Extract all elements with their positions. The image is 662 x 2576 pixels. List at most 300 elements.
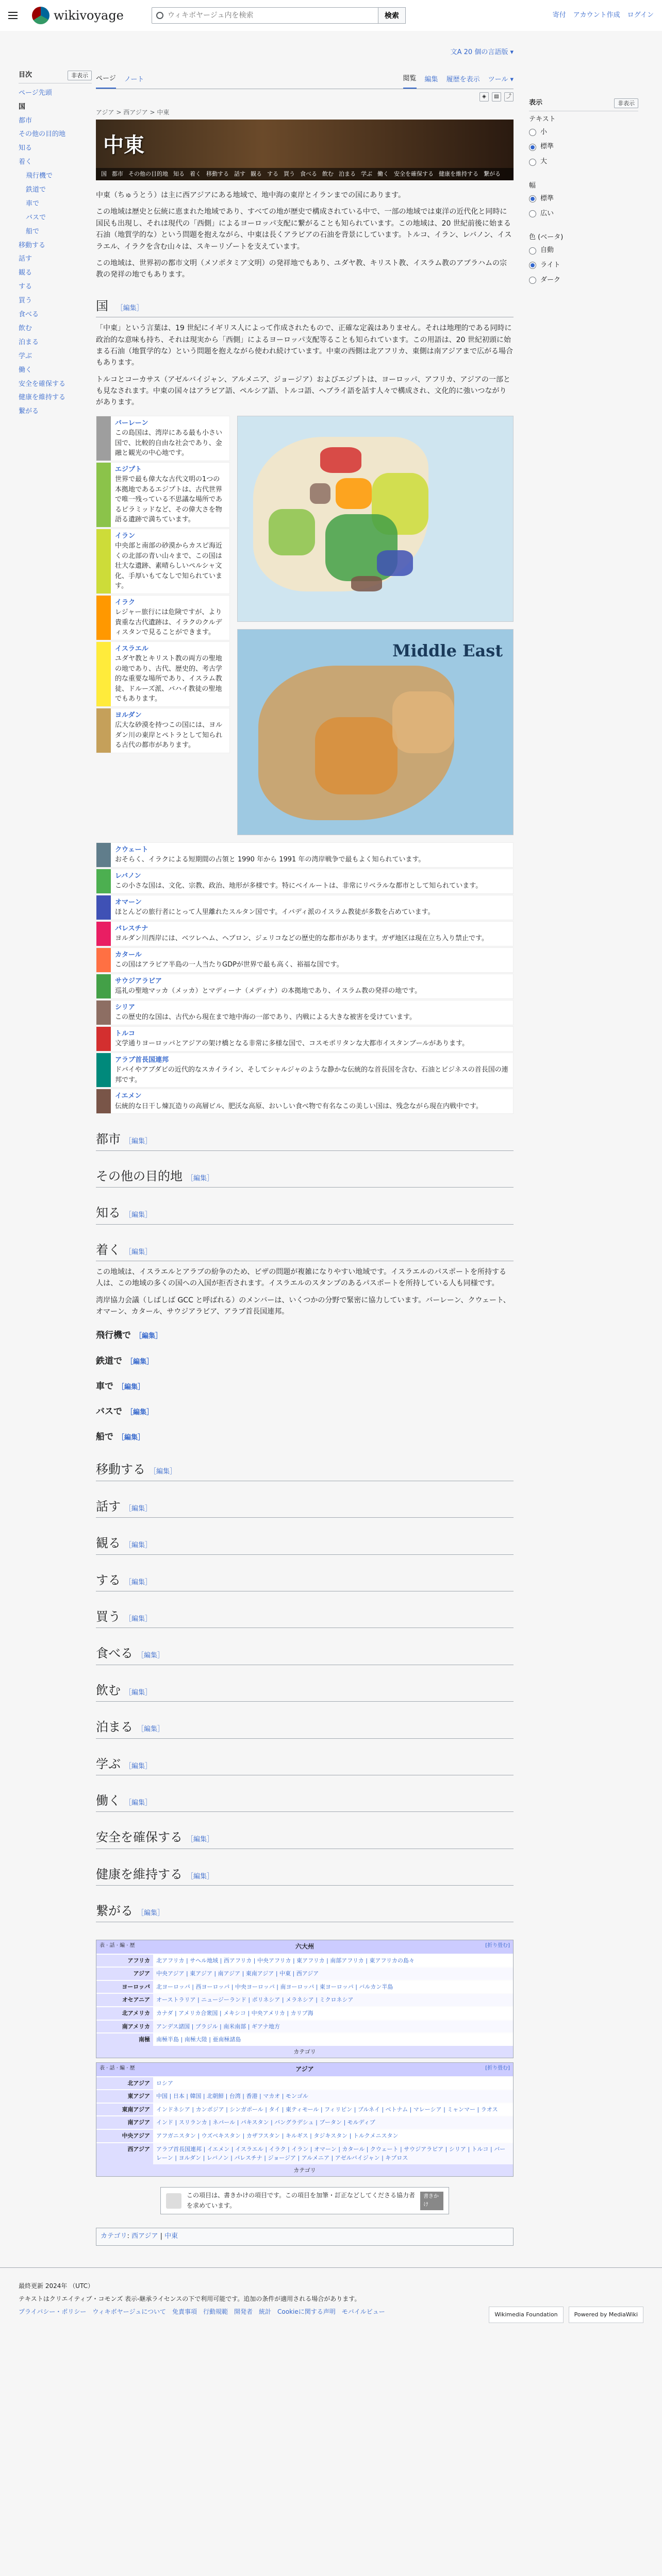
- subsection-title: バスで: [96, 1406, 122, 1417]
- section-heading: [96, 1533, 514, 1554]
- banner-menu-item[interactable]: 都市: [112, 171, 123, 178]
- region-description: 中央部と南部の砂漠からカスピ海近くの北部の青い山々まで、この国は壮大な遺跡、素晴らしいペルシャ文化、手厚いもてなしで知られています。: [115, 542, 223, 590]
- donate-link[interactable]: 寄付: [552, 11, 566, 19]
- region-body: [111, 596, 229, 640]
- navbox-footer[interactable]: カテゴリ: [96, 2046, 513, 2058]
- navbox-row: [96, 1980, 513, 1993]
- navbox-asia: [96, 2062, 514, 2177]
- banner-menu-item[interactable]: する: [267, 171, 278, 178]
- edit-link[interactable]: ［編集］: [125, 1248, 152, 1256]
- navbox-row: [96, 2103, 513, 2116]
- radio-option[interactable]: [529, 273, 638, 288]
- main-menu-icon[interactable]: [8, 8, 23, 23]
- edit-link[interactable]: ［編集］: [126, 1409, 154, 1417]
- region-name-link[interactable]: イエメン: [115, 1092, 142, 1100]
- section-title: 学ぶ: [96, 1756, 121, 1771]
- region-description: おそらく、イラクによる短期間の占領と 1990 年から 1991 年の湾岸戦争で最もよく知られています。: [115, 856, 425, 864]
- section-heading: [96, 1865, 514, 1886]
- edit-link[interactable]: ［編集］: [125, 1688, 152, 1697]
- navbox-row: [96, 2129, 513, 2142]
- navbox-group[interactable]: 東南アジア: [96, 2104, 153, 2116]
- section-title: する: [96, 1572, 121, 1587]
- radio-option[interactable]: [529, 192, 638, 207]
- subsection-title: 鉄道で: [96, 1355, 122, 1366]
- radio-label: 大: [540, 158, 548, 166]
- edit-link[interactable]: ［編集］: [150, 1468, 177, 1476]
- region-item: [96, 869, 514, 894]
- navbox-title: アジア: [295, 2065, 314, 2073]
- navbox-links[interactable]: オーストラリア | ニュージーランド | ポリネシア | メラネシア | ミクロネシア: [153, 1994, 513, 2006]
- subsection-heading: [96, 1430, 514, 1444]
- print-icon[interactable]: ▤: [492, 92, 501, 101]
- banner-menu-item[interactable]: 国: [101, 171, 107, 178]
- toc-item[interactable]: ページ先頭: [19, 89, 52, 97]
- banner-menu-item[interactable]: 観る: [251, 171, 262, 178]
- color-title: 色 (ベータ): [529, 233, 564, 242]
- countries-paragraph-1: 「中東」という言葉は、19 世紀にイギリス人によって作成されたもので、正確な定義はありません。それは地理的である同時に政治的な意味も持ち、それは現実から「西側」によるヨーロッパ支配等ることも知られています。この用語は、20 世紀初頭に始まる石油（地質学的な）という問題を抱えながら使われ続けています。中東の西側は北アフリカ、東側は南アジアまで広がる場合もあります。: [96, 324, 514, 367]
- region-name-link[interactable]: カタール: [115, 951, 142, 959]
- region-description: 伝統的な日干し煉瓦造りの高層ビル、肥沃な高原、おいしい食べ物で有名なこの美しい国は、残念ながら現在内戦中です。: [115, 1102, 483, 1110]
- section-title: 働く: [96, 1793, 121, 1808]
- search-button[interactable]: 検索: [378, 7, 406, 24]
- banner-menu-item[interactable]: その他の目的地: [128, 171, 168, 178]
- region-item: [96, 1000, 514, 1025]
- edit-link[interactable]: ［編集］: [118, 1434, 145, 1442]
- radio-button[interactable]: [529, 129, 536, 136]
- footer-link[interactable]: Cookieに関する声明: [277, 2308, 336, 2315]
- navbox-row: [96, 2142, 513, 2164]
- toc-item[interactable]: 話す: [19, 255, 32, 263]
- banner-menu-item[interactable]: 学ぶ: [361, 171, 372, 178]
- banner-menu-item[interactable]: 買う: [284, 171, 295, 178]
- navbox-links[interactable]: インド | スリランカ | ネパール | パキスタン | バングラデシュ | ブータン | モルディブ: [153, 2116, 513, 2129]
- toc-item[interactable]: 車で: [26, 199, 40, 208]
- radio-button[interactable]: [529, 159, 536, 166]
- edit-link[interactable]: ［編集］: [125, 1762, 152, 1770]
- region-body: [111, 869, 513, 893]
- tab-talk[interactable]: ノート: [124, 76, 144, 83]
- footer-link[interactable]: 開発者: [234, 2308, 253, 2315]
- navbox-group[interactable]: 南極: [96, 2033, 153, 2046]
- banner-menu-item[interactable]: 着く: [190, 171, 201, 178]
- toc-item[interactable]: 都市: [19, 116, 32, 125]
- region-description: この歴史的な国は、古代から現在まで地中海の一部であり、内戦による大きな被害を受けています。: [115, 1013, 416, 1022]
- region-name-link[interactable]: トルコ: [115, 1029, 136, 1038]
- region-color-swatch: [96, 529, 111, 594]
- navbox-row: [96, 1993, 513, 2006]
- subsection-title: 飛行機で: [96, 1330, 131, 1341]
- region-color-swatch: [96, 416, 111, 461]
- navbox-group[interactable]: 東アジア: [96, 2090, 153, 2103]
- region-name-link[interactable]: イラク: [115, 598, 136, 606]
- banner-menu-item[interactable]: 食べる: [300, 171, 317, 178]
- stub-text: この項目は、書きかけの項目です。この項目を加筆・訂正などしてくださる協力者を求めています。: [187, 2192, 416, 2209]
- region-body: [111, 974, 513, 998]
- navbox-group[interactable]: 西アジア: [96, 2143, 153, 2164]
- banner-menu-item[interactable]: 健康を維持する: [439, 171, 478, 178]
- region-name-link[interactable]: ヨルダン: [115, 711, 142, 719]
- navbox-links[interactable]: カナダ | アメリカ合衆国 | メキシコ | 中央アメリカ | カリブ海: [153, 2007, 513, 2020]
- navbox-row: [96, 1954, 513, 1967]
- navbox-toggle[interactable]: [折り畳む]: [485, 2065, 510, 2072]
- tab-history[interactable]: 履歴を表示: [446, 76, 480, 83]
- navbox-vte[interactable]: 表 · 話 · 編 · 歴: [100, 2065, 135, 2072]
- toc-item[interactable]: バスで: [26, 213, 46, 222]
- color-options: [529, 232, 638, 287]
- region-description: ほとんどの旅行者にとって人里離れたスルタン国です。イバディ派のイスラム教徒が多数を占めています。: [115, 908, 435, 917]
- site-logo[interactable]: [32, 6, 124, 25]
- edit-link[interactable]: ［編集］: [116, 304, 143, 312]
- section-heading: [96, 1827, 514, 1849]
- region-description: 巡礼の聖地マッカ（メッカ）とマディーナ（メディナ）の本拠地であり、イスラム教の発祥の地です。: [115, 987, 422, 995]
- navbox-row: [96, 2076, 513, 2090]
- edit-link[interactable]: ［編集］: [187, 1174, 214, 1182]
- stub-icon: [166, 2193, 181, 2209]
- navbox-row: [96, 2089, 513, 2103]
- section-title: 移動する: [96, 1462, 145, 1477]
- region-item: [96, 842, 514, 868]
- region-name-link[interactable]: バーレーン: [115, 419, 148, 427]
- region-description: この国はアラビア半島の一人当たりGDPが世界で最も高く、裕福な国です。: [115, 961, 343, 969]
- language-icon: 文A: [450, 48, 464, 56]
- region-description: ヨルダン川西岸には、ベツレヘム、ヘブロン、ジェリコなどの歴史的な都市があります。ガザ地区は現在立ち入り禁止です。: [115, 935, 488, 943]
- region-description: 世界で最も偉大な古代文明の1つの本拠地であるエジプトは、古代世界で唯一残っている不思議な場所であるピラミッドなど、その偉大さを物語る遺跡で満ちています。: [115, 476, 223, 524]
- edit-link[interactable]: ［編集］: [125, 1541, 152, 1550]
- section-heading: [96, 1791, 514, 1812]
- navbox-group[interactable]: アフリカ: [96, 1955, 153, 1967]
- edit-link[interactable]: ［編集］: [137, 1725, 164, 1734]
- navbox-links[interactable]: 南極半島 | 南極大陸 | 亜南極諸島: [153, 2033, 513, 2046]
- intro-paragraph-1: 中東（ちゅうとう）は主に西アジアにある地域で、地中海の東岸とイランまでの国にあります。: [96, 191, 406, 199]
- edit-link[interactable]: ［編集］: [137, 1909, 164, 1918]
- logo-text: wikivoyage: [54, 8, 124, 23]
- section-heading: [96, 1240, 514, 1261]
- toc-item[interactable]: 飛行機で: [26, 172, 53, 180]
- region-name-link[interactable]: サウジアラビア: [115, 977, 162, 985]
- region-name-link[interactable]: アラブ首長国連邦: [115, 1056, 169, 1064]
- toc-item[interactable]: 繋がる: [19, 408, 39, 416]
- toc-item[interactable]: 安全を確保する: [19, 380, 66, 388]
- region-body: [111, 529, 229, 594]
- toc-item[interactable]: その他の目的地: [19, 130, 66, 139]
- section-title: 繋がる: [96, 1904, 133, 1919]
- wikimedia-badge[interactable]: Wikimedia Foundation: [489, 2307, 563, 2323]
- edit-link[interactable]: ［編集］: [125, 1211, 152, 1219]
- maps-column: [237, 416, 514, 835]
- banner-menu-item[interactable]: 泊まる: [339, 171, 356, 178]
- main-content: [96, 31, 514, 2255]
- middle-east-overview-map[interactable]: [237, 629, 514, 835]
- appearance-title: 表示: [529, 99, 543, 107]
- radio-option[interactable]: [529, 207, 638, 222]
- navbox-group[interactable]: 北アジア: [96, 2077, 153, 2090]
- search-box[interactable]: [152, 7, 378, 24]
- region-body: [111, 1089, 513, 1113]
- region-map[interactable]: [237, 416, 514, 622]
- navbox-group[interactable]: アジア: [96, 1968, 153, 1980]
- region-color-swatch: [96, 642, 111, 706]
- region-body: [111, 1053, 513, 1088]
- toc-title: 目次: [19, 71, 32, 79]
- toc-item[interactable]: 学ぶ: [19, 352, 32, 360]
- region-color-swatch: [96, 948, 111, 972]
- search-input[interactable]: [168, 11, 374, 20]
- subsection-heading: [96, 1405, 514, 1419]
- categories-label[interactable]: カテゴリ: [101, 2232, 127, 2240]
- section-title: その他の目的地: [96, 1168, 183, 1183]
- page-footer: [0, 2267, 662, 2344]
- section-heading: [96, 1681, 514, 1702]
- navbox-links[interactable]: 中央アジア | 東アジア | 南アジア | 東南アジア | 中東 | 西アジア: [153, 1968, 513, 1980]
- section-title: 安全を確保する: [96, 1830, 183, 1845]
- mediawiki-badge[interactable]: Powered by MediaWiki: [569, 2307, 643, 2323]
- region-name-link[interactable]: クウェート: [115, 845, 148, 854]
- region-name-link[interactable]: パレスチナ: [115, 924, 148, 933]
- navbox-continents: [96, 1940, 514, 2058]
- section-title: 泊まる: [96, 1720, 133, 1735]
- radio-option[interactable]: [529, 243, 638, 258]
- section-heading: [96, 1754, 514, 1775]
- subsection-title: 船で: [96, 1432, 113, 1443]
- section-title: 都市: [96, 1132, 121, 1147]
- region-item: [96, 708, 230, 753]
- subsection-title: 車で: [96, 1381, 113, 1392]
- navbox-links[interactable]: 北ヨーロッパ | 西ヨーロッパ | 中央ヨーロッパ | 南ヨーロッパ | 東ヨーロッパ | バルカン半島: [153, 1981, 513, 1993]
- region-item: [96, 1026, 514, 1052]
- edit-link[interactable]: ［編集］: [125, 1138, 152, 1146]
- toc-item[interactable]: 泊まる: [19, 338, 39, 346]
- navbox-group[interactable]: 南アジア: [96, 2116, 153, 2129]
- category-link[interactable]: 中東: [164, 2232, 178, 2240]
- radio-option[interactable]: [529, 125, 638, 140]
- radio-label: 自動: [540, 246, 554, 255]
- create-account-link[interactable]: アカウント作成: [573, 11, 620, 19]
- appearance-hide-button[interactable]: 非表示: [614, 98, 638, 109]
- edit-link[interactable]: ［編集］: [125, 1504, 152, 1513]
- radio-button[interactable]: [529, 277, 536, 284]
- toc-item[interactable]: 船で: [26, 227, 40, 235]
- edit-link[interactable]: ［編集］: [126, 1358, 154, 1366]
- banner-menu-item[interactable]: 安全を確保する: [394, 171, 434, 178]
- region-body: [111, 642, 229, 706]
- radio-label: 標準: [540, 143, 554, 151]
- region-item: [96, 974, 514, 999]
- section-heading: [96, 1717, 514, 1738]
- toc-item[interactable]: 国: [19, 103, 26, 111]
- tab-tools[interactable]: ツール ▾: [488, 76, 514, 83]
- section-title: 食べる: [96, 1646, 133, 1661]
- footer-license: テキストはクリエイティブ・コモンズ 表示-継承ライセンスの下で利用可能です。追加の条件が適用される場合があります。: [19, 2295, 361, 2302]
- toc-item[interactable]: する: [19, 283, 32, 291]
- login-link[interactable]: ログイン: [627, 11, 654, 19]
- stub-badge: 書きかけ: [420, 2192, 443, 2210]
- navbox-footer[interactable]: カテゴリ: [96, 2164, 513, 2177]
- toc-item[interactable]: 健康を維持する: [19, 394, 66, 402]
- subsection-heading: [96, 1380, 514, 1394]
- map-icon[interactable]: ◈: [479, 92, 489, 101]
- navbox-links[interactable]: アンデス諸国 | ブラジル | 南米南部 | ギアナ地方: [153, 2021, 513, 2033]
- region-item: [96, 1053, 514, 1088]
- banner-menu-item[interactable]: 話す: [234, 171, 245, 178]
- toc-item[interactable]: 知る: [19, 144, 32, 152]
- countries-paragraph-2: トルコとコーカサス（アゼルバイジャン、アルメニア、ジョージア）およびエジプトは、ヨーロッパ、アフリカ、アジアの一部とも見なされます。中東の国々はアラビア語、ペルシア語、トルコ語、ヘブライ語を話す人々で構成され、文化的に強いつながりがあります。: [96, 375, 510, 407]
- region-item: [96, 921, 514, 946]
- intro-paragraph-3: この地域は、世界初の都市文明（メソポタミア文明）の発祥地でもあり、ユダヤ教、キリスト教、イスラム教のアブラハムの宗教の発祥の地でもあります。: [96, 259, 507, 279]
- tab-read[interactable]: 閲覧: [403, 74, 417, 89]
- banner-menu-item[interactable]: 働く: [377, 171, 389, 178]
- navbox-group[interactable]: 南アメリカ: [96, 2021, 153, 2033]
- region-color-swatch: [96, 974, 111, 998]
- toc-header: [19, 70, 92, 83]
- region-color-swatch: [96, 596, 111, 640]
- radio-button[interactable]: [529, 195, 536, 202]
- region-body: [111, 843, 513, 867]
- region-name-link[interactable]: イラン: [115, 532, 136, 540]
- region-name-link[interactable]: イスラエル: [115, 645, 148, 653]
- region-item: [96, 529, 230, 594]
- region-item: [96, 462, 230, 528]
- subsection-heading: [96, 1329, 514, 1343]
- category-link[interactable]: 西アジア: [131, 2232, 158, 2240]
- navbox-vte[interactable]: 表 · 話 · 編 · 歴: [100, 1943, 135, 1949]
- region-description: 広大な砂漠を持つこの国には、ヨルダン川の東岸とペトラとして知られる古代の都市があります。: [115, 721, 223, 750]
- navbox-links[interactable]: 北アフリカ | サヘル地域 | 西アフリカ | 中央アフリカ | 東アフリカ | 南部アフリカ | 東アフリカの島々: [153, 1955, 513, 1967]
- search-icon: [156, 12, 163, 19]
- edit-link[interactable]: ［編集］: [125, 1799, 152, 1807]
- get-in-paragraph-1: この地域は、イスラエルとアラブの紛争のため、ビザの問題が複雑になりやすい地域です。イスラエルのパスポートを所持する人は、この地域の多くの国への入国が拒否されます。イスラエルのスタンプのあるパスポートを所持している人も同様です。: [96, 1267, 507, 1288]
- region-description: ユダヤ教とキリスト教の両方の聖地の地であり、古代、歴史的、考古学的な重要な場所であり、イスラム教徒、ドルーズ派、バハイ教徒の聖地でもあります。: [115, 655, 223, 703]
- footer-link[interactable]: ウィキボヤージュについて: [92, 2308, 166, 2315]
- region-item: [96, 416, 230, 461]
- edit-link[interactable]: ［編集］: [118, 1383, 145, 1391]
- tab-page[interactable]: ページ: [96, 74, 116, 89]
- radio-button[interactable]: [529, 144, 536, 151]
- navbox-links[interactable]: アラブ首長国連邦 | イエメン | イスラエル | イラク | イラン | オマーン | カタール | クウェート | サウジアラビア | シリア | トルコ | バーレーン | ヨルダン | レバノン | パレスチナ | ジョージア | アルメニア | アゼルバイジャン | キプロス: [153, 2143, 513, 2164]
- radio-button[interactable]: [529, 247, 536, 255]
- toc-item[interactable]: 買う: [19, 297, 32, 305]
- banner-menu-item[interactable]: 飲む: [322, 171, 334, 178]
- navbox-group[interactable]: オセアニア: [96, 1994, 153, 2006]
- region-body: [111, 922, 513, 946]
- section-heading: [96, 1460, 514, 1481]
- language-button[interactable]: [96, 47, 514, 69]
- banner-menu-item[interactable]: 移動する: [206, 171, 229, 178]
- region-name-link[interactable]: シリア: [115, 1003, 136, 1011]
- navbox-group[interactable]: 北アメリカ: [96, 2007, 153, 2020]
- section-heading: [96, 1643, 514, 1665]
- region-item: [96, 895, 514, 920]
- radio-option[interactable]: [529, 155, 638, 170]
- page-title: 中東: [103, 132, 144, 157]
- edit-link[interactable]: ［編集］: [137, 1652, 164, 1660]
- toc-list: [19, 87, 92, 419]
- region-color-swatch: [96, 1089, 111, 1113]
- site-header: [0, 0, 662, 31]
- navbox-group[interactable]: 中央アジア: [96, 2130, 153, 2142]
- toc-item[interactable]: 移動する: [19, 241, 46, 249]
- region-name-link[interactable]: オマーン: [115, 898, 142, 906]
- edit-link[interactable]: ［編集］: [187, 1872, 214, 1880]
- toc-item[interactable]: 飲む: [19, 324, 32, 332]
- region-list-continued: [96, 842, 514, 1114]
- toc-hide-button[interactable]: 非表示: [68, 71, 92, 81]
- region-description: レジャー旅行には危険ですが、より貴重な古代遺跡は、イラクのクルディスタンで見ることができます。: [115, 608, 222, 637]
- radio-option[interactable]: [529, 258, 638, 273]
- toc-item[interactable]: 観る: [19, 269, 32, 277]
- edit-link[interactable]: ［編集］: [125, 1578, 152, 1586]
- page-banner: [96, 120, 514, 180]
- banner-menu-item[interactable]: 知る: [173, 171, 185, 178]
- section-title: 観る: [96, 1536, 121, 1551]
- navbox-row: [96, 2115, 513, 2129]
- footer-link[interactable]: モバイルビュー: [341, 2308, 385, 2315]
- region-name-link[interactable]: エジプト: [115, 465, 142, 473]
- breadcrumb: アジア > 西アジア > 中東: [96, 108, 170, 116]
- region-color-swatch: [96, 869, 111, 893]
- radio-button[interactable]: [529, 262, 536, 269]
- region-name-link[interactable]: レバノン: [115, 872, 141, 880]
- navbox-toggle[interactable]: [折り畳む]: [485, 1943, 510, 1949]
- region-color-swatch: [96, 708, 111, 753]
- section-title: 話す: [96, 1499, 121, 1514]
- toc-item[interactable]: 鉄道で: [26, 186, 46, 194]
- navbox-group[interactable]: ヨーロッパ: [96, 1981, 153, 1993]
- page-toolbar: [96, 89, 514, 105]
- regions-with-maps: [96, 416, 514, 835]
- radio-option[interactable]: [529, 140, 638, 155]
- text-size-options: [529, 114, 638, 170]
- navbox-row: [96, 2032, 513, 2046]
- footer-link[interactable]: 行動規範: [203, 2308, 228, 2315]
- share-icon[interactable]: ⤴: [504, 92, 514, 101]
- banner-menu-item[interactable]: 繋がる: [484, 171, 501, 178]
- chevron-down-icon: ▾: [508, 48, 514, 56]
- navbox-links[interactable]: インドネシア | カンボジア | シンガポール | タイ | 東ティモール | フィリピン | ブルネイ | ベトナム | マレーシア | ミャンマー | ラオス: [153, 2104, 513, 2116]
- region-item: [96, 595, 230, 640]
- section-heading: [96, 1129, 514, 1150]
- region-body: [111, 895, 513, 920]
- section-countries-heading: 国 ［編集］: [96, 296, 514, 317]
- region-description: この小さな国は、文化、宗教、政治、地形が多様です。特にベイルートは、非常にリベラルな都市として知られています。: [115, 882, 483, 890]
- edit-link[interactable]: ［編集］: [135, 1332, 162, 1341]
- region-color-swatch: [96, 463, 111, 527]
- footer-link[interactable]: プライバシー・ポリシー: [19, 2308, 87, 2315]
- region-body: [111, 416, 229, 461]
- region-body: [111, 463, 229, 527]
- section-heading: [96, 1607, 514, 1628]
- footer-link[interactable]: 免責事項: [172, 2308, 197, 2315]
- map-title: Middle East: [392, 640, 503, 660]
- region-body: [111, 1027, 513, 1051]
- navbox-links[interactable]: 中国 | 日本 | 韓国 | 北朝鮮 | 台湾 | 香港 | マカオ | モンゴル: [153, 2090, 513, 2103]
- toc-item[interactable]: 食べる: [19, 311, 39, 319]
- section-heading: [96, 1497, 514, 1518]
- edit-link[interactable]: ［編集］: [187, 1836, 214, 1844]
- navbox-links[interactable]: ロシア: [153, 2077, 513, 2090]
- radio-button[interactable]: [529, 210, 536, 217]
- text-size-title: テキスト: [529, 115, 556, 123]
- toc-item[interactable]: 着く: [19, 158, 32, 166]
- footer-link[interactable]: 統計: [259, 2308, 272, 2315]
- region-description: 文学通りヨーロッパとアジアの架け橋となる非常に多様な国で、コスモポリタンな大都市イスタンブールがあります。: [115, 1040, 469, 1048]
- section-heading: [96, 1901, 514, 1922]
- radio-label: 小: [540, 128, 548, 136]
- region-item: [96, 1089, 514, 1114]
- toc-item[interactable]: 働く: [19, 366, 32, 374]
- navbox-links[interactable]: アフガニスタン | ウズベキスタン | カザフスタン | キルギス | タジキスタン | トルクメニスタン: [153, 2130, 513, 2142]
- edit-link[interactable]: ［編集］: [125, 1615, 152, 1623]
- tab-edit[interactable]: 編集: [424, 76, 438, 83]
